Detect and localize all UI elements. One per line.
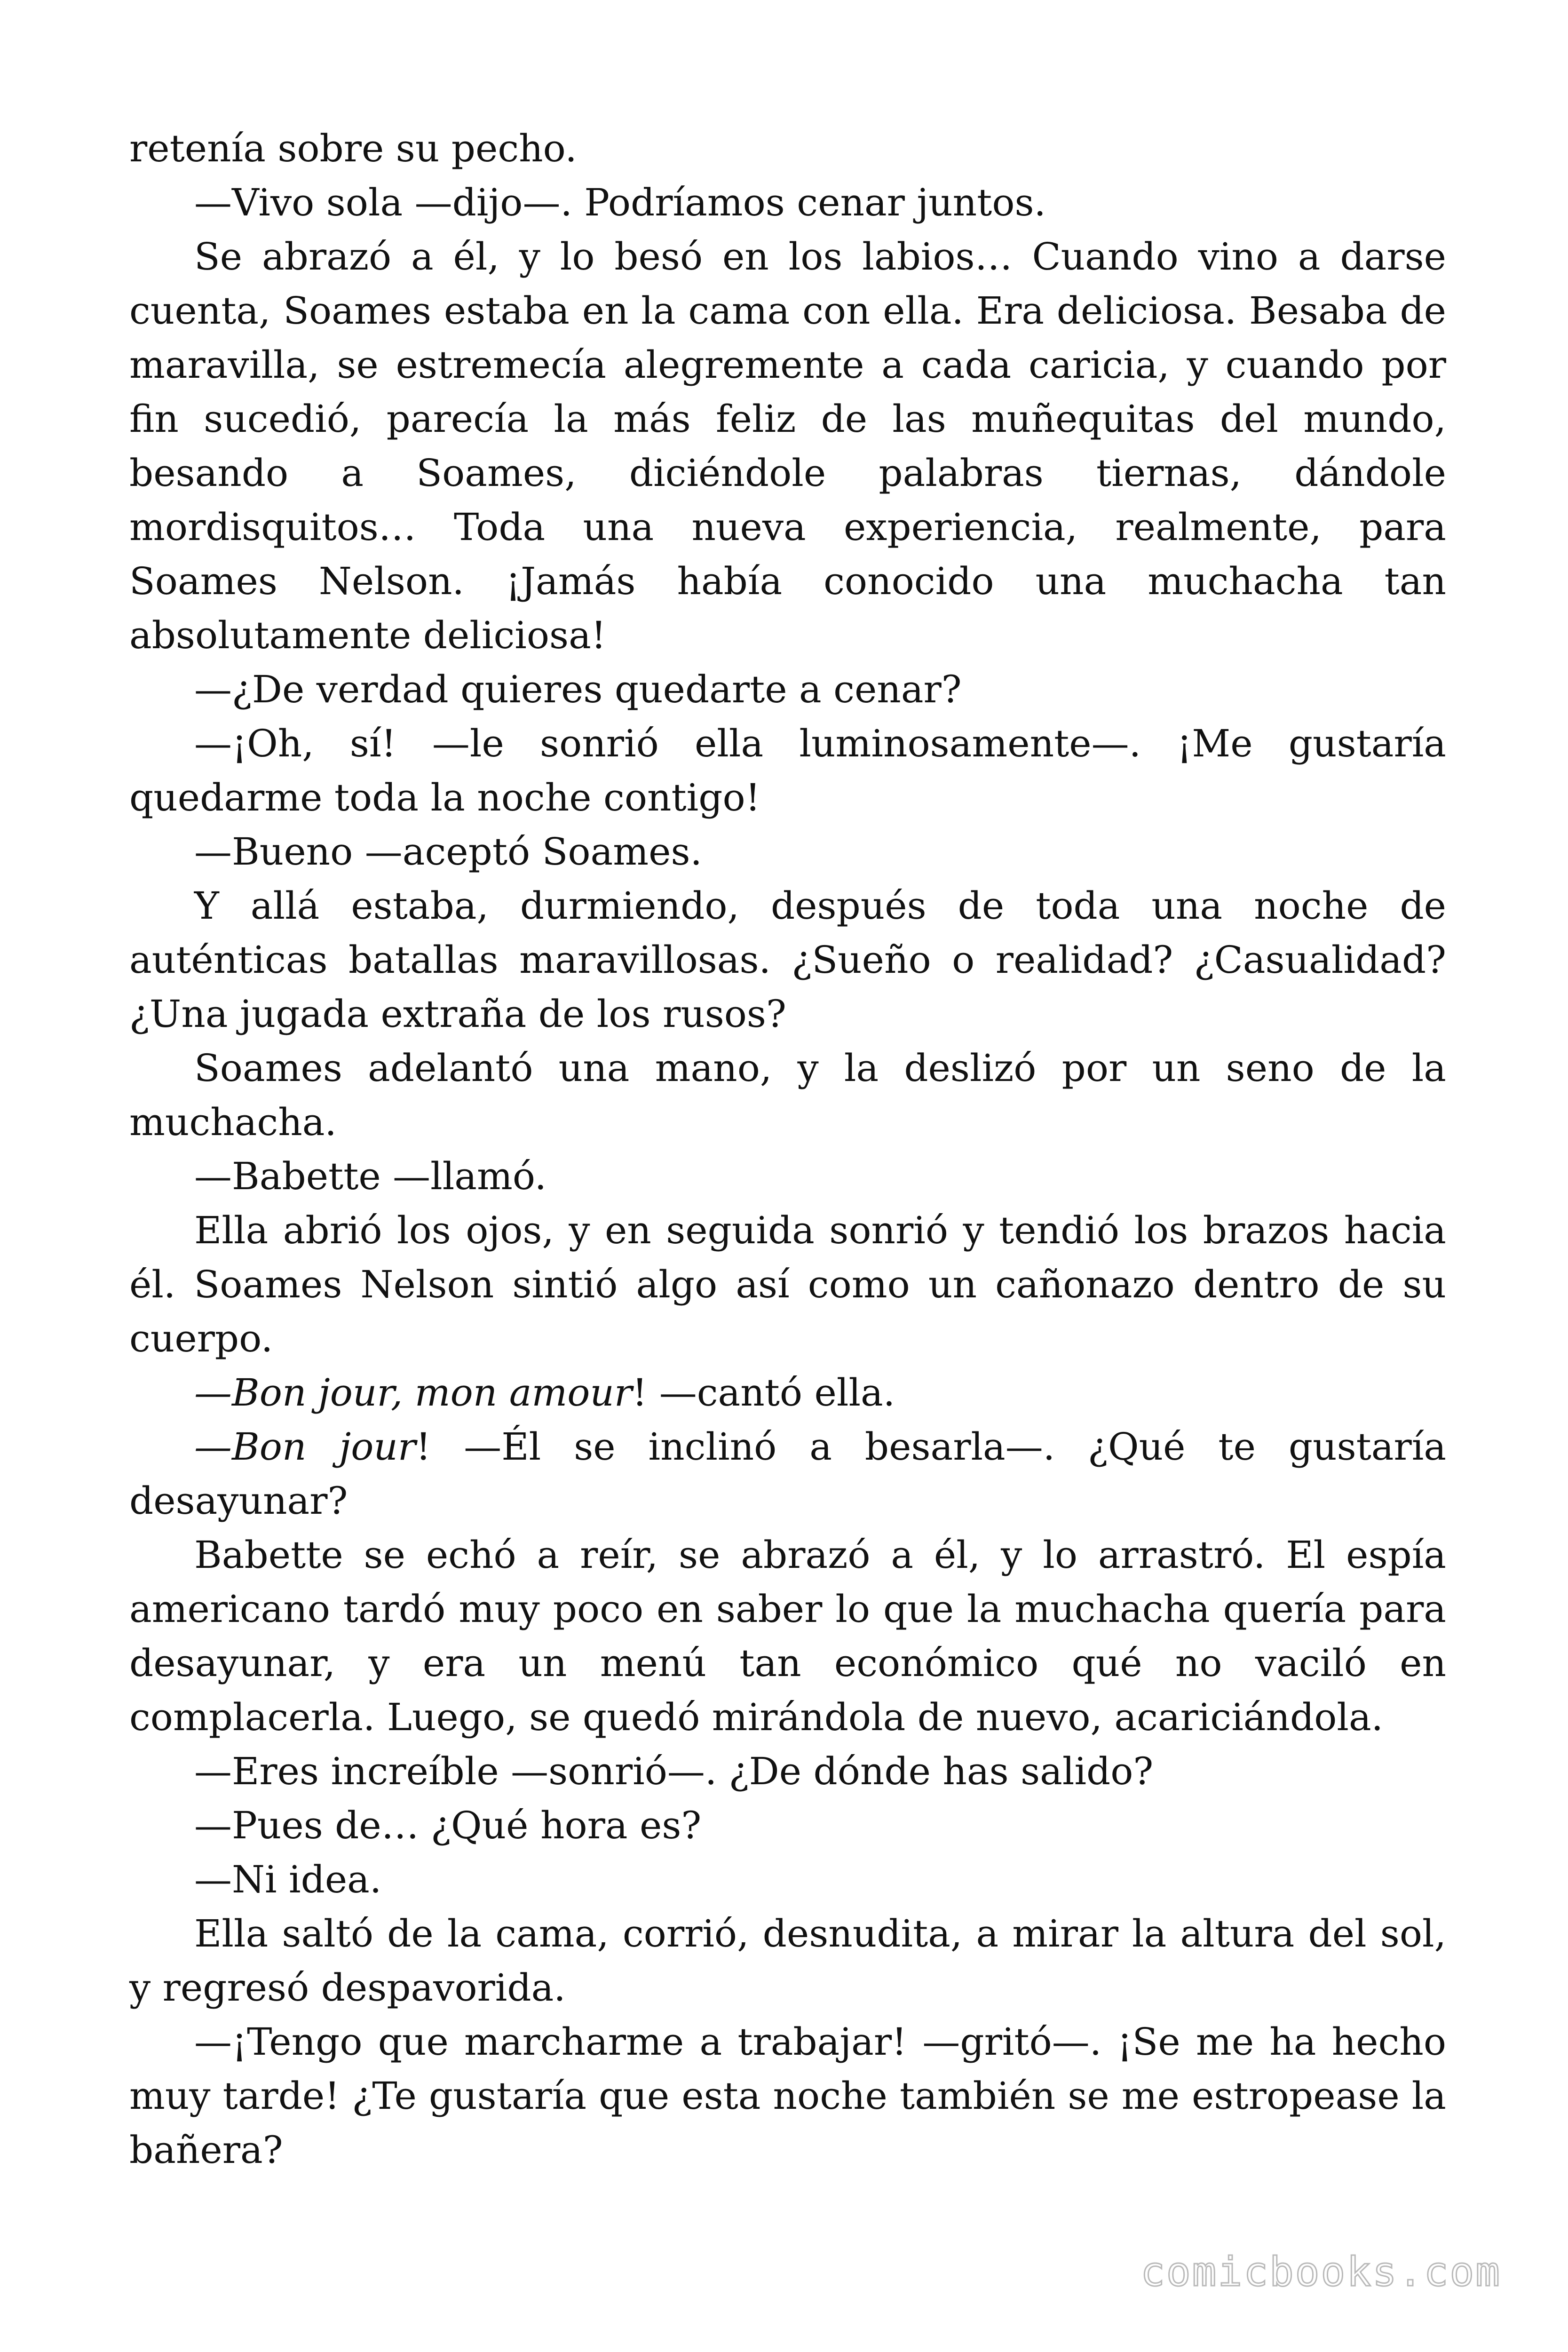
paragraph: —Eres increíble —sonrió—. ¿De dónde has salido? — [194, 1749, 1154, 1793]
paragraph: —Bueno —aceptó Soames. — [194, 830, 702, 874]
watermark: comicbooks.com — [1140, 2249, 1501, 2296]
paragraph: —Pues de… ¿Qué hora es? — [194, 1804, 702, 1847]
dialogue-text: ! —cantó ella. — [632, 1371, 895, 1414]
paragraph — [129, 1420, 1446, 1528]
paragraph: —Ni idea. — [194, 1858, 382, 1901]
italic-phrase: —Bon jour — [194, 1425, 416, 1469]
paragraph: —¿De verdad quieres quedarte a cenar? — [194, 667, 962, 711]
paragraph: —Babette —llamó. — [194, 1154, 547, 1198]
paragraph: Se abrazó a él, y lo besó en los labios… Cuando vino a darse cuenta, Soames estaba en la cama con ella. Era deliciosa. Besaba de maravilla, se estremecía alegremente a cada caricia, y cuando por fin sucedió, parecía la más feliz de las muñequitas del mundo, besando a Soames, diciéndole palabras tiernas, dándole mordisquitos… Toda una nueva experiencia, realmente, para Soames Nelson. ¡Jamás había conocido una muchacha tan absolutamente deliciosa! — [129, 235, 1446, 657]
paragraph: Y allá estaba, durmiendo, después de toda una noche de auténticas batallas maravillosas. ¿Sueño o realidad? ¿Casualidad? ¿Una jugada extraña de los rusos? — [129, 884, 1446, 1036]
paragraph: —¡Oh, sí! —le sonrió ella luminosamente—. ¡Me gustaría quedarme toda la noche contigo! — [129, 722, 1446, 819]
paragraph: Soames adelantó una mano, y la deslizó por un seno de la muchacha. — [129, 1046, 1446, 1144]
paragraph: Ella abrió los ojos, y en seguida sonrió y tendió los brazos hacia él. Soames Nelson sintió algo así como un cañonazo dentro de su cuerpo. — [129, 1208, 1446, 1360]
paragraph: —Vivo sola —dijo—. Podríamos cenar juntos. — [194, 181, 1046, 224]
paragraph: Ella saltó de la cama, corrió, desnudita, a mirar la altura del sol, y regresó despavorida. — [129, 1912, 1446, 2010]
paragraph — [129, 1366, 1446, 1420]
italic-phrase: —Bon jour, mon amour — [194, 1371, 633, 1414]
paragraph: retenía sobre su pecho. — [129, 127, 577, 170]
paragraph: —¡Tengo que marcharme a trabajar! —gritó—. ¡Se me ha hecho muy tarde! ¿Te gustaría que esta noche también se me estropease la bañera? — [129, 2020, 1446, 2172]
dialogue-text: ! —Él se inclinó a besarla—. ¿Qué te gustaría desayunar? — [129, 1425, 1447, 1523]
page-body — [129, 121, 1446, 2177]
paragraph: Babette se echó a reír, se abrazó a él, y lo arrastró. El espía americano tardó muy poco en saber lo que la muchacha quería para desayunar, y era un menú tan económico qué no vaciló en complacerla. Luego, se quedó mirándola de nuevo, acariciándola. — [129, 1533, 1446, 1739]
